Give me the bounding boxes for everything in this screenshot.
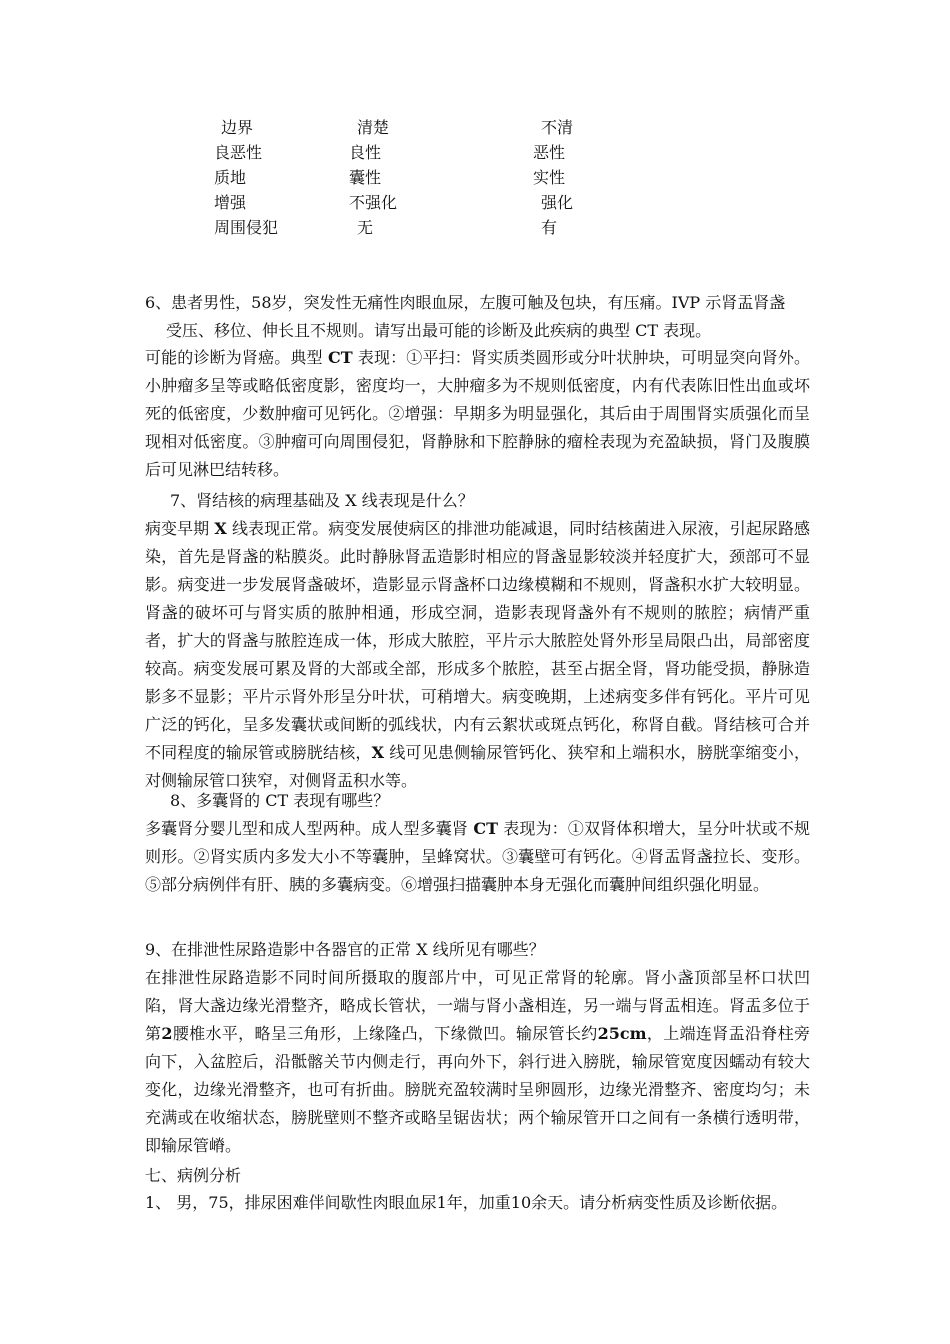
table-cell-benign: 良性 <box>349 143 382 162</box>
table-row-label: 边界 <box>221 118 254 137</box>
table-row-label: 质地 <box>214 168 247 187</box>
case-1: 1、 男，75，排尿困难伴间歇性肉眼血尿1年，加重10余天。请分析病变性质及诊断依据。 <box>145 1193 788 1212</box>
answer-8-ct: CT <box>473 819 498 838</box>
table-row-label: 良恶性 <box>214 143 263 162</box>
table-cell-benign: 不强化 <box>349 193 398 212</box>
answer-7-x: X <box>214 519 227 538</box>
answer-9-ureter-length: 25cm <box>597 1024 647 1043</box>
table-cell-malignant: 实性 <box>533 168 566 187</box>
answer-7 <box>145 515 810 795</box>
answer-8-text: 多囊肾分婴儿型和成人型两种。成人型多囊肾 <box>145 819 474 838</box>
answer-7-text-end: 线可见患侧输尿管钙化、狭窄和上端积水，膀胱挛缩变小，对侧输尿管口狭窄，对侧肾盂积水等。 <box>145 743 810 790</box>
table-row <box>0 216 950 240</box>
answer-9-text-end: ，上端连肾盂沿脊柱旁向下，入盆腔后，沿骶髂关节内侧走行，再向外下，斜行进入膀胱，输尿管宽度因蠕动有较大变化，边缘光滑整齐，也可有折曲。膀胱充盈较满时呈卵圆形，边缘光滑整齐、密度均匀；未充满或在收缩状态，膀胱壁则不整齐或略呈锯齿状；两个输尿管开口之间有一条横行透明带，即输尿管嵴。 <box>145 1024 810 1155</box>
table-cell-malignant: 有 <box>541 218 558 237</box>
table-row-label: 周围侵犯 <box>214 218 279 237</box>
table-row <box>0 116 950 140</box>
answer-6 <box>145 344 810 484</box>
table-cell-malignant: 不清 <box>541 118 574 137</box>
answer-7-text: 病变早期 <box>145 519 215 538</box>
table-row <box>0 191 950 215</box>
answer-6-text: 可能的诊断为肾癌。典型 <box>145 348 328 367</box>
answer-9-text: 在排泄性尿路造影不同时间所摄取的腹部片中，可见正常肾的轮廓。肾小盏顶部呈杯口状凹陷，肾大盏边缘光滑整齐，略成长管状，一端与肾小盏相连，另一端与肾盂相连。肾盂多位于第 <box>145 968 810 1043</box>
table-cell-benign: 无 <box>357 218 374 237</box>
table-row <box>0 166 950 190</box>
answer-9-text-cont: 腰椎水平，略呈三角形，上缘隆凸，下缘微凹。输尿管长约 <box>172 1024 598 1043</box>
table-cell-benign: 囊性 <box>349 168 382 187</box>
table-row <box>0 141 950 165</box>
question-9: 9、在排泄性尿路造影中各器官的正常 X 线所见有哪些？ <box>145 940 545 959</box>
table-cell-malignant: 强化 <box>541 193 574 212</box>
answer-6-ct: CT <box>327 348 353 367</box>
answer-7-x2: X <box>371 743 385 762</box>
answer-9-vertebra-number: 2 <box>161 1024 173 1043</box>
table-cell-benign: 清楚 <box>357 118 390 137</box>
question-6-line2: 受压、移位、伸长且不规则。请写出最可能的诊断及此疾病的典型 CT 表现。 <box>166 321 712 340</box>
question-6-line1: 6、患者男性，58岁，突发性无痛性肉眼血尿，左腹可触及包块，有压痛。IVP 示肾盂肾盏 <box>145 293 786 312</box>
answer-8 <box>145 815 810 899</box>
answer-6-text-cont: 表现：①平扫：肾实质类圆形或分叶状肿块，可明显突向肾外。小肿瘤多呈等或略低密度影，密度均一，大肿瘤多为不规则低密度，内有代表陈旧性出血或坏死的低密度，少数肿瘤可见钙化。②增强：早期多为明显强化，其后由于周围肾实质强化而呈现相对低密度。③肿瘤可向周围侵犯，肾静脉和下腔静脉的瘤栓表现为充盈缺损，肾门及腹膜后可见淋巴结转移。 <box>145 348 811 479</box>
question-8: 8、多囊肾的 CT 表现有哪些？ <box>170 791 390 810</box>
answer-8-text-cont: 表现为：①双肾体积增大，呈分叶状或不规则形。②肾实质内多发大小不等囊肿，呈蜂窝状。③囊壁可有钙化。④肾盂肾盏拉长、变形。⑤部分病例伴有肝、胰的多囊病变。⑥增强扫描囊肿本身无强化而囊肿间组织强化明显。 <box>145 819 810 894</box>
section-heading: 七、病例分析 <box>145 1166 242 1185</box>
table-cell-malignant: 恶性 <box>533 143 566 162</box>
answer-9 <box>145 964 810 1160</box>
answer-7-text-cont: 线表现正常。病变发展使病区的排泄功能减退，同时结核菌进入尿液，引起尿路感染，首先是肾盏的粘膜炎。此时静脉肾盂造影时相应的肾盏显影较淡并轻度扩大，颈部可不显影。病变进一步发展肾盏破坏，造影显示肾盏杯口边缘模糊和不规则，肾盏积水扩大较明显。肾盏的破坏可与肾实质的脓肿相通，形成空洞，造影表现肾盏外有不规则的脓腔；病情严重者，扩大的肾盏与脓腔连成一体，形成大脓腔，平片示大脓腔处肾外形呈局限凸出，局部密度较高。病变发展可累及肾的大部或全部，形成多个脓腔，甚至占据全肾，肾功能受损，静脉造影多不显影；平片示肾外形呈分叶状，可稍增大。病变晚期，上述病变多伴有钙化。平片可见广泛的钙化，呈多发囊状或间断的弧线状，内有云絮状或斑点钙化，称肾自截。肾结核可合并不同程度的输尿管或膀胱结核， <box>145 519 810 762</box>
table-row-label: 增强 <box>214 193 247 212</box>
question-7: 7、肾结核的病理基础及 X 线表现是什么？ <box>170 491 474 510</box>
